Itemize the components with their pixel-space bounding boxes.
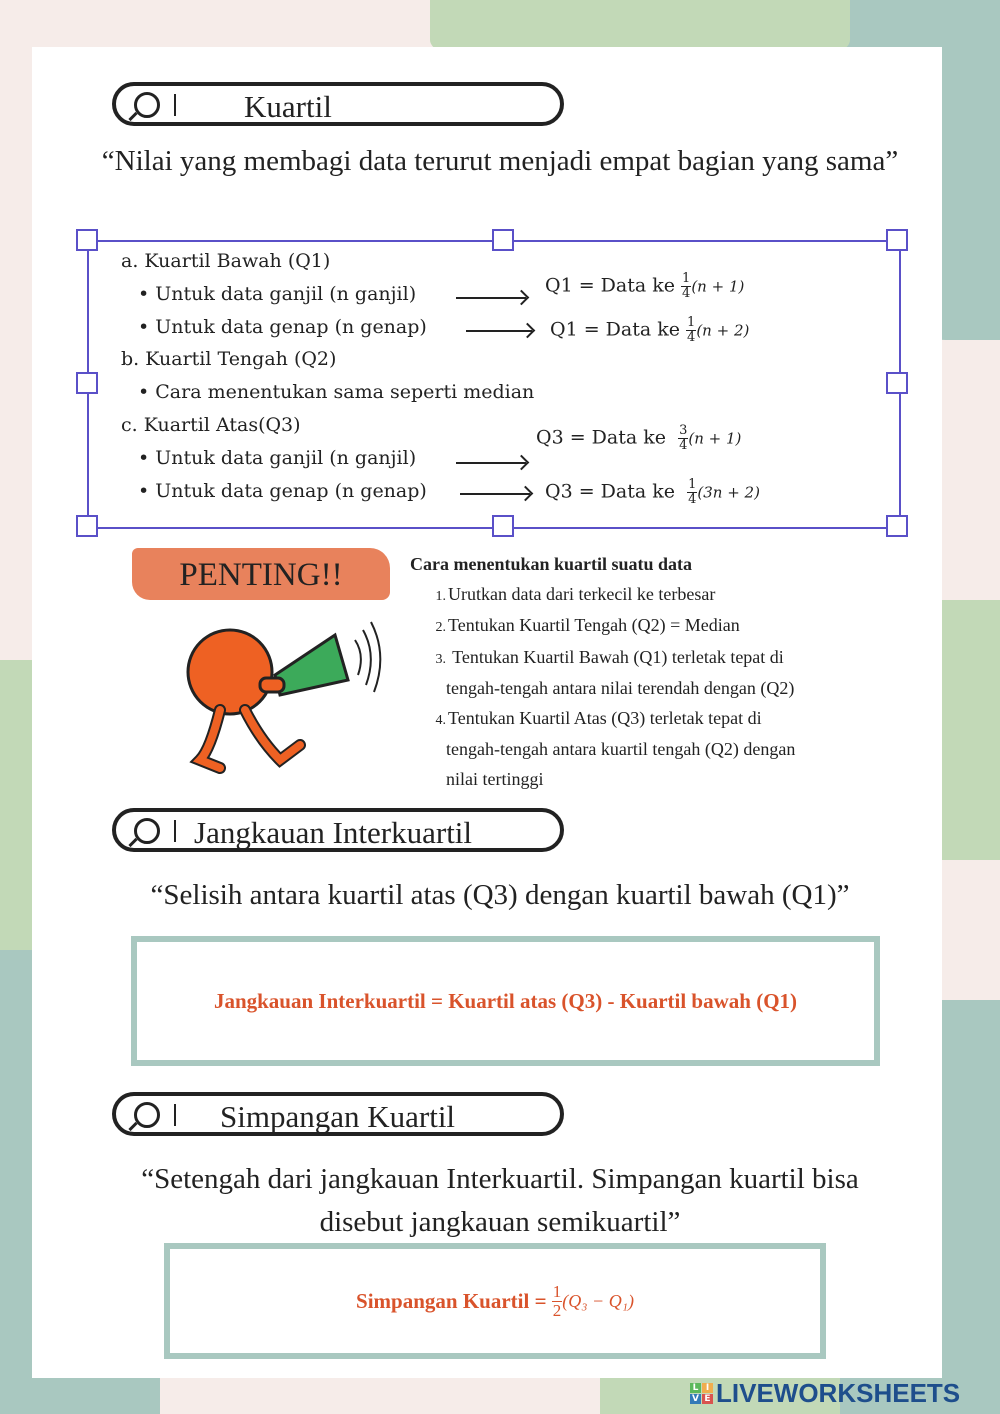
rule-text: • Untuk data ganjil (n ganjil) (138, 447, 417, 469)
penting-banner: PENTING!! (132, 548, 390, 600)
formula-q1-even: Q1 = Data ke $\frac{1}{4}$ (n + 2) (550, 315, 750, 345)
step-item: 1. Urutkan data dari terkecil ke terbesar (435, 583, 716, 604)
selection-handle (492, 229, 514, 251)
arrow-icon (466, 330, 532, 332)
steps-list (410, 550, 795, 794)
liveworksheets-logo[interactable]: L I V E LIVEWORKSHEETS (690, 1378, 960, 1408)
selection-handle (76, 372, 98, 394)
section-header-kuartil (112, 82, 564, 126)
rule-text: • Untuk data genap (n genap) (138, 480, 427, 502)
section-header-simpangan (112, 1092, 564, 1136)
search-icon (134, 818, 160, 844)
arrow-icon (460, 493, 530, 495)
jangkauan-formula-box (131, 936, 880, 1066)
search-icon (134, 92, 160, 118)
selection-handle (492, 515, 514, 537)
step-item: 3. Tentukan Kuartil Bawah (Q1) terletak tepat di (435, 646, 784, 667)
jangkauan-definition: “Selisih antara kuartil atas (Q3) dengan kuartil bawah (Q1)” (150, 879, 850, 911)
selection-handle (76, 229, 98, 251)
section-title: Jangkauan Interkuartil (194, 815, 473, 850)
formula-q1-odd: Q1 = Data ke $\frac{1}{4}$ (n + 1) (545, 271, 745, 301)
kuartil-atas-label: c. Kuartil Atas(Q3) (121, 414, 301, 436)
megaphone-character-icon (180, 610, 390, 785)
selection-handle (886, 372, 908, 394)
section-title: Simpangan Kuartil (220, 1099, 456, 1134)
step-item: 4. Tentukan Kuartil Atas (Q3) terletak tepat di (435, 707, 762, 728)
simpangan-formula-box: Simpangan Kuartil = $\frac{1}{2}$ (Q₃ − Q₁) (164, 1243, 826, 1359)
kuartil-tengah-label: b. Kuartil Tengah (Q2) (121, 348, 337, 370)
section-title: Kuartil (244, 89, 332, 124)
step-continuation: tengah-tengah antara nilai terendah dengan (Q2) (446, 678, 795, 698)
jangkauan-formula: Jangkauan Interkuartil = Kuartil atas (Q3) - Kuartil bawah (Q1) (213, 988, 798, 1013)
rule-text: • Untuk data genap (n genap) (138, 316, 427, 338)
kuartil-definition: “Nilai yang membagi data terurut menjadi empat bagian yang sama” (101, 145, 899, 177)
formula-q3-odd: Q3 = Data ke $\frac{3}{4}$ (n + 1) (536, 423, 742, 453)
step-item: 2. Tentukan Kuartil Tengah (Q2) = Median (435, 615, 740, 635)
rule-text: • Cara menentukan sama seperti median (138, 381, 535, 403)
step-continuation: tengah-tengah antara kuartil tengah (Q2) dengan (446, 739, 796, 759)
arrow-icon (456, 462, 526, 464)
step-continuation: nilai tertinggi (446, 768, 544, 789)
selection-handle (76, 515, 98, 537)
logo-tiles-icon: L I V E (690, 1383, 713, 1404)
simpangan-definition: “Setengah dari jangkauan Interkuartil. Simpangan kuartil bisa disebut jangkauan semikuartil” (141, 1163, 859, 1238)
formula-q3-even: Q3 = Data ke $\frac{1}{4}$ (3n + 2) (545, 477, 760, 507)
section-header-jangkauan (112, 808, 564, 852)
rule-text: • Untuk data ganjil (n ganjil) (138, 283, 417, 305)
arrow-icon (456, 297, 526, 299)
selection-handle (886, 229, 908, 251)
search-icon (134, 1102, 160, 1128)
selection-handle (886, 515, 908, 537)
kuartil-bawah-label: a. Kuartil Bawah (Q1) (121, 250, 331, 272)
steps-heading: Cara menentukan kuartil suatu data (410, 554, 693, 574)
